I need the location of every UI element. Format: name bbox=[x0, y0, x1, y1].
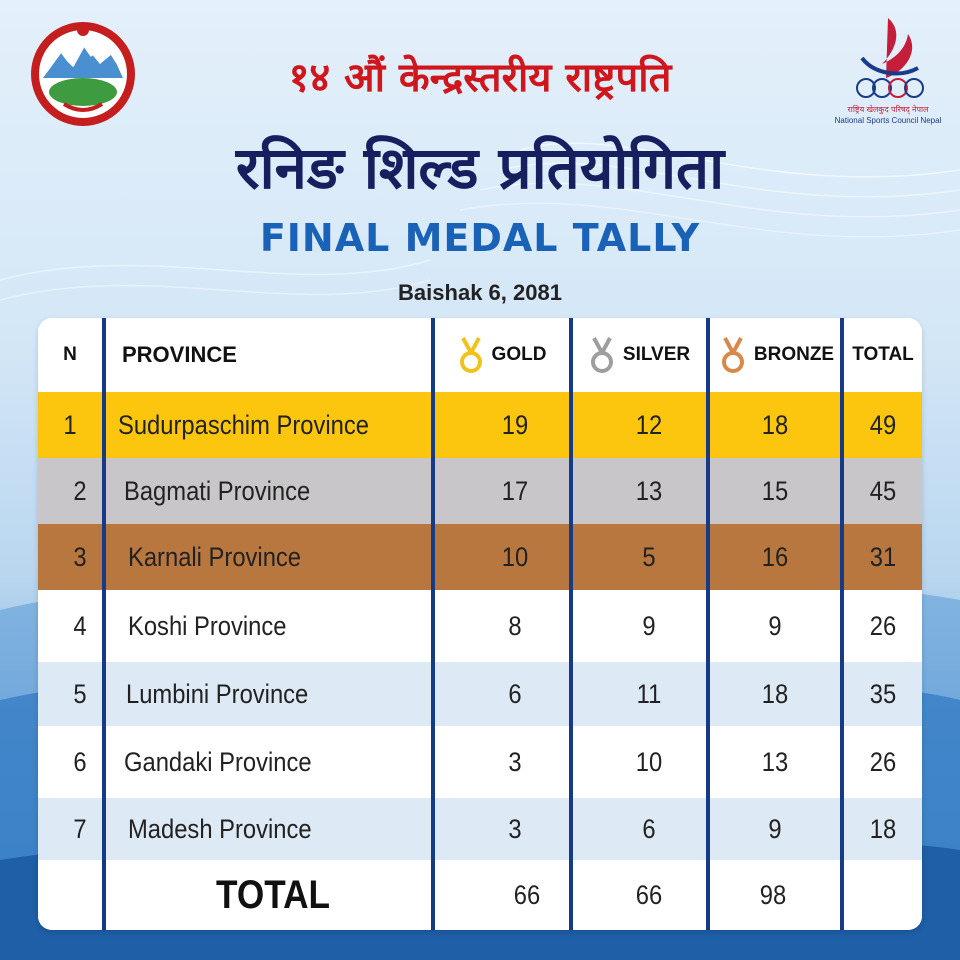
silver-cell: 10 bbox=[635, 746, 663, 777]
column-divider bbox=[102, 318, 106, 930]
province-cell: Madesh Province bbox=[128, 813, 312, 844]
header-bronze bbox=[710, 318, 844, 392]
title-line-1: १४ औं केन्द्रस्तरीय राष्ट्रपति bbox=[288, 55, 672, 101]
province-cell: Sudurpaschim Province bbox=[118, 409, 369, 440]
gold-medal-icon bbox=[458, 337, 484, 373]
total-cell: 18 bbox=[869, 813, 897, 844]
column-divider bbox=[569, 318, 573, 930]
total-cell: 26 bbox=[869, 746, 897, 777]
nepal-emblem-logo bbox=[22, 18, 144, 130]
header-gold bbox=[435, 318, 569, 392]
medal-table bbox=[38, 318, 922, 930]
province-cell: Karnali Province bbox=[128, 541, 302, 572]
total-cell: 26 bbox=[869, 610, 897, 641]
table-row bbox=[38, 458, 922, 524]
gold-cell: 3 bbox=[508, 746, 522, 777]
bronze-cell: 9 bbox=[768, 813, 782, 844]
total-cell: 45 bbox=[869, 475, 897, 506]
rank-cell: 5 bbox=[73, 678, 87, 709]
silver-cell: 12 bbox=[635, 409, 663, 440]
header-gold-label: GOLD bbox=[491, 344, 547, 365]
header-silver bbox=[569, 318, 710, 392]
rank-cell: 1 bbox=[63, 409, 77, 440]
table-row bbox=[38, 798, 922, 860]
header-silver-label: SILVER bbox=[622, 344, 691, 365]
bronze-medal-icon bbox=[720, 337, 746, 373]
gold-cell: 6 bbox=[508, 678, 522, 709]
rank-cell: 6 bbox=[73, 746, 87, 777]
silver-cell: 13 bbox=[635, 475, 663, 506]
sports-council-logo bbox=[834, 12, 942, 130]
table-header-row bbox=[38, 318, 922, 392]
gold-cell: 8 bbox=[508, 610, 522, 641]
bronze-cell: 16 bbox=[761, 541, 789, 572]
table-row bbox=[38, 726, 922, 798]
header-bronze-label: BRONZE bbox=[753, 344, 835, 365]
total-cell: 35 bbox=[869, 678, 897, 709]
header-n: N bbox=[63, 344, 77, 365]
bronze-cell: 13 bbox=[761, 746, 789, 777]
gold-cell: 17 bbox=[501, 475, 529, 506]
province-cell: Bagmati Province bbox=[124, 475, 311, 506]
table-row bbox=[38, 662, 922, 726]
totals-bronze: 98 bbox=[759, 879, 787, 910]
rank-cell: 3 bbox=[73, 541, 87, 572]
totals-row bbox=[38, 860, 922, 930]
column-divider bbox=[706, 318, 710, 930]
svg-text:राष्ट्रिय खेलकुद परिषद् नेपाल: राष्ट्रिय खेलकुद परिषद् नेपाल bbox=[847, 105, 929, 114]
total-cell: 49 bbox=[869, 409, 897, 440]
table-row bbox=[38, 524, 922, 590]
medal-tally-subtitle: FINAL MEDAL TALLY bbox=[259, 216, 701, 260]
table-row bbox=[38, 590, 922, 662]
rank-cell: 2 bbox=[73, 475, 87, 506]
silver-medal-icon bbox=[589, 337, 615, 373]
silver-cell: 11 bbox=[636, 678, 662, 709]
header-total: TOTAL bbox=[852, 344, 914, 365]
bronze-cell: 9 bbox=[768, 610, 782, 641]
province-cell: Koshi Province bbox=[128, 610, 287, 641]
silver-cell: 5 bbox=[642, 541, 656, 572]
totals-silver: 66 bbox=[635, 879, 663, 910]
column-divider bbox=[431, 318, 435, 930]
totals-label: TOTAL bbox=[215, 872, 331, 917]
gold-cell: 19 bbox=[501, 409, 529, 440]
total-cell: 31 bbox=[869, 541, 897, 572]
bronze-cell: 18 bbox=[761, 678, 789, 709]
header-province: PROVINCE bbox=[122, 342, 237, 367]
column-divider bbox=[840, 318, 844, 930]
silver-cell: 6 bbox=[642, 813, 656, 844]
gold-cell: 10 bbox=[501, 541, 529, 572]
bronze-cell: 18 bbox=[761, 409, 789, 440]
province-cell: Gandaki Province bbox=[124, 746, 312, 777]
title-line-2: रनिङ शिल्ड प्रतियोगिता bbox=[235, 134, 725, 202]
silver-cell: 9 bbox=[642, 610, 656, 641]
gold-cell: 3 bbox=[508, 813, 522, 844]
table-row bbox=[38, 392, 922, 458]
bronze-cell: 15 bbox=[761, 475, 789, 506]
totals-total bbox=[849, 860, 918, 930]
event-date: Baishak 6, 2081 bbox=[398, 280, 562, 305]
totals-gold: 66 bbox=[513, 879, 541, 910]
province-cell: Lumbini Province bbox=[126, 678, 309, 709]
rank-cell: 4 bbox=[73, 610, 87, 641]
rank-cell: 7 bbox=[73, 813, 87, 844]
svg-text:National Sports Council Nepal: National Sports Council Nepal bbox=[834, 116, 942, 125]
